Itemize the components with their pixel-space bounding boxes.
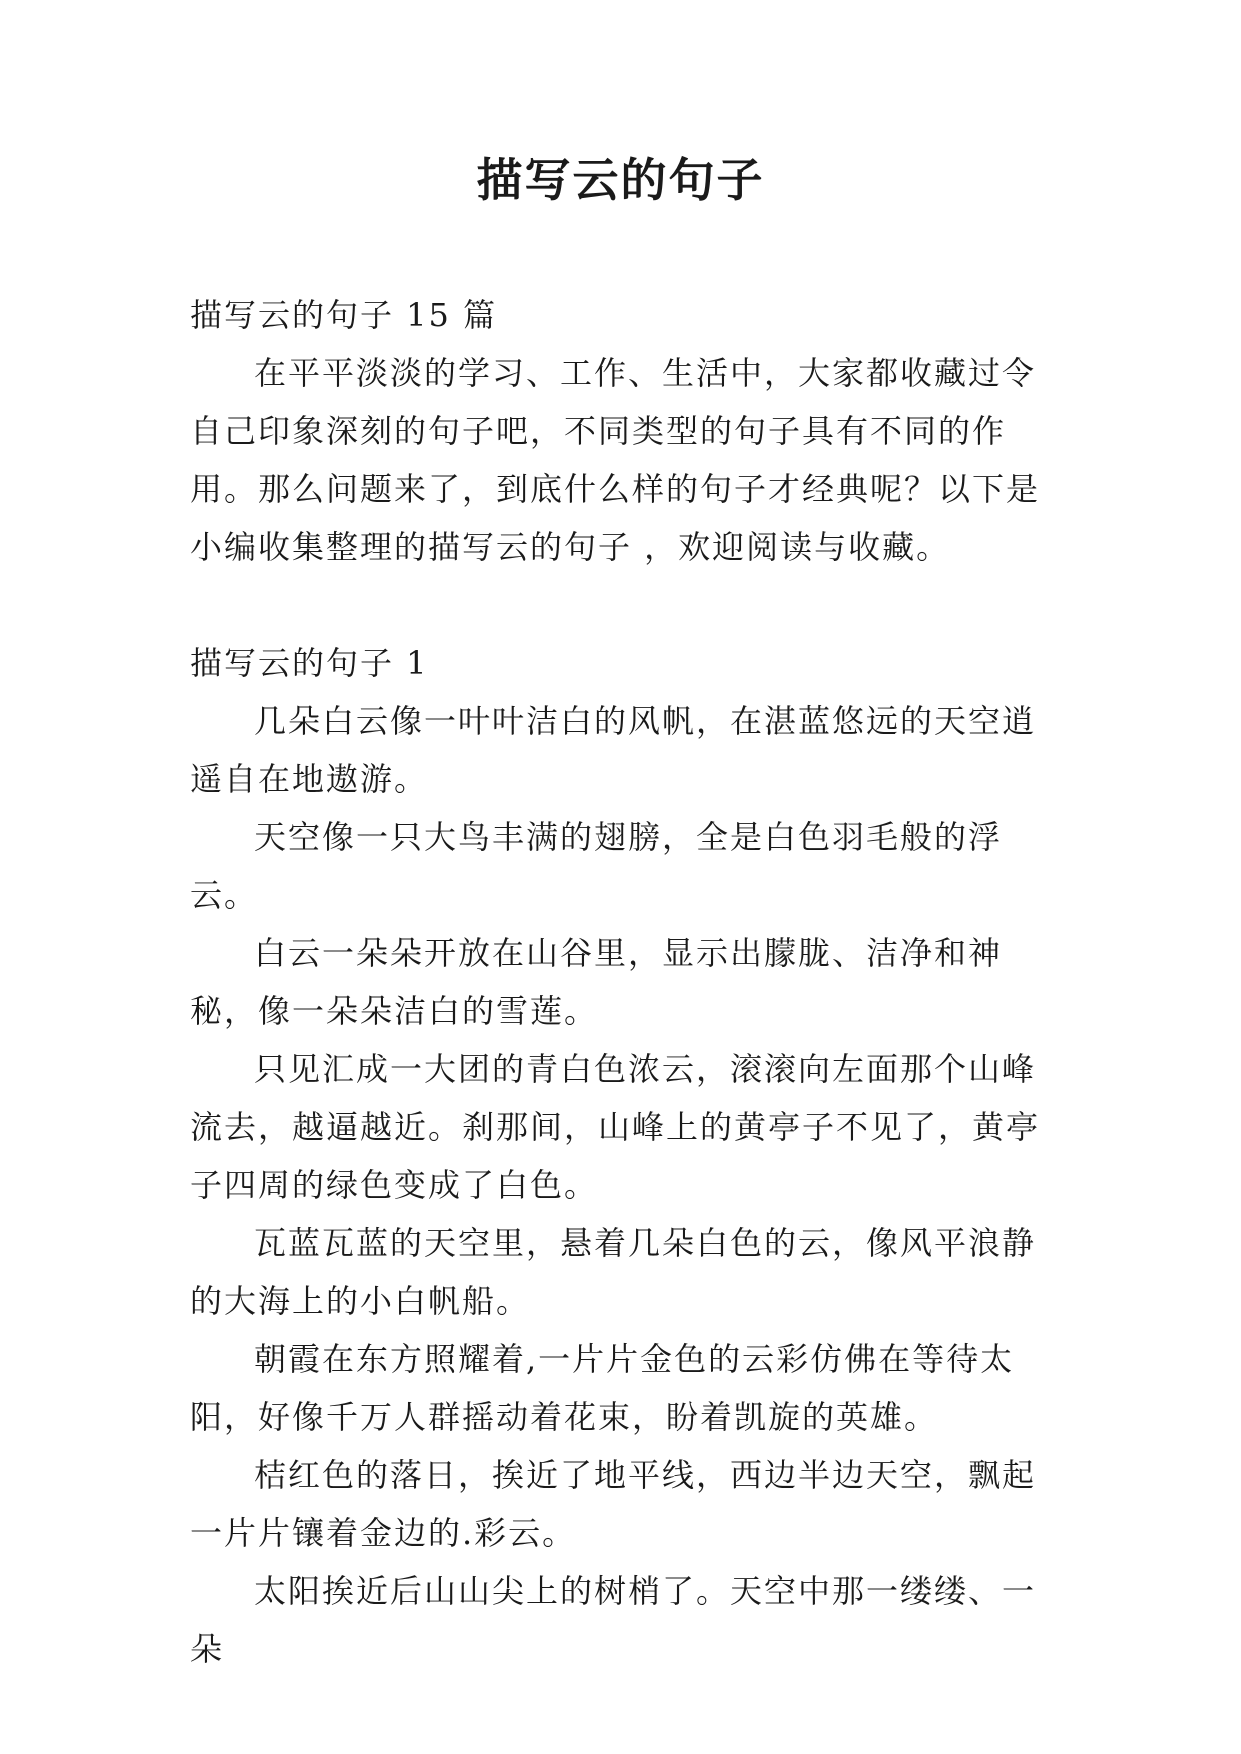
document-title: 描写云的句子 <box>476 153 765 207</box>
sentence-paragraph: 只见汇成一大团的青白色浓云，滚滚向左面那个山峰流去，越逼越近。刹那间，山峰上的黄亭子不见了，黄亭子四周的绿色变成了白色。 <box>190 1050 1041 1204</box>
document-body <box>190 286 1060 1678</box>
section-spacer <box>190 576 1060 634</box>
intro-paragraph: 在平平淡淡的学习、工作、生活中，大家都收藏过令自己印象深刻的句子吧，不同类型的句子具有不同的作用。那么问题来了，到底什么样的句子才经典呢？以下是小编收集整理的描写云的句子 ，欢迎阅读与收藏。 <box>190 354 1041 566</box>
sentence-paragraph: 天空像一只大鸟丰满的翅膀，全是白色羽毛般的浮云。 <box>190 818 1003 914</box>
sentence-paragraph: 太阳挨近后山山尖上的树梢了。天空中那一缕缕、一朵 <box>190 1572 1037 1668</box>
intro-heading: 描写云的句子 15 篇 <box>190 296 498 334</box>
sentence-paragraph: 几朵白云像一叶叶洁白的风帆，在湛蓝悠远的天空逍遥自在地遨游。 <box>190 702 1037 798</box>
sentence-paragraph: 朝霞在东方照耀着,一片片金色的云彩仿佛在等待太阳，好像千万人群摇动着花束，盼着凯旋的英雄。 <box>190 1340 1015 1436</box>
sentence-paragraph: 桔红色的落日，挨近了地平线，西边半边天空，飘起一片片镶着金边的.彩云。 <box>190 1456 1037 1552</box>
section-heading: 描写云的句子 1 <box>190 644 429 682</box>
sentence-paragraph: 瓦蓝瓦蓝的天空里，悬着几朵白色的云，像风平浪静的大海上的小白帆船。 <box>190 1224 1037 1320</box>
sentence-paragraph: 白云一朵朵开放在山谷里，显示出朦胧、洁净和神秘，像一朵朵洁白的雪莲。 <box>190 934 1003 1030</box>
